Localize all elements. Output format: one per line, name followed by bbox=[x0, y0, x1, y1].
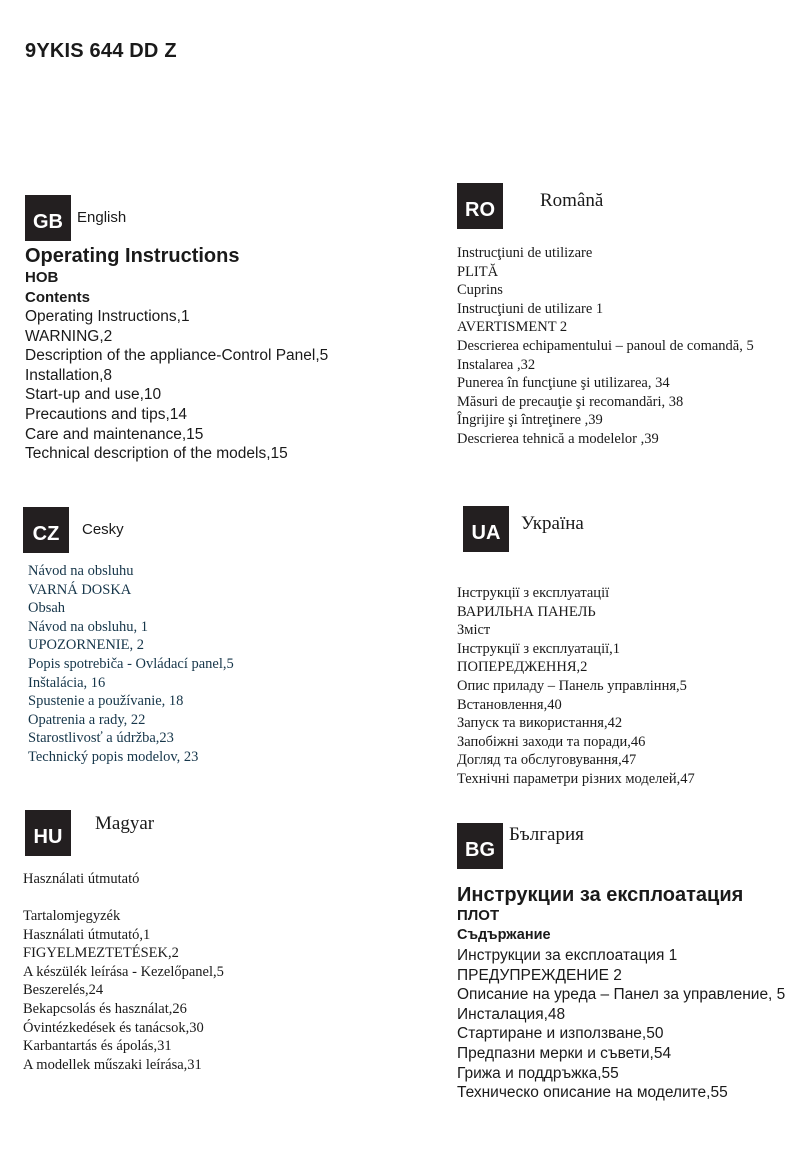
list-item: PLITĂ bbox=[457, 263, 499, 280]
list-item: Óvintézkedések és tanácsok,30 bbox=[23, 1019, 204, 1036]
cz-contents-list bbox=[28, 562, 234, 767]
list-item: Tartalomjegyzék bbox=[23, 908, 121, 924]
list-item: Instalarea ,32 bbox=[457, 356, 536, 373]
hu-contents-list bbox=[23, 907, 224, 1074]
list-item: Precautions and tips,14 bbox=[25, 405, 187, 423]
badge-gb: GB bbox=[25, 195, 71, 241]
list-item: A készülék leírása - Kezelőpanel,5 bbox=[23, 963, 224, 980]
list-item: Care and maintenance,15 bbox=[25, 425, 204, 443]
list-item: Technical description of the models,15 bbox=[25, 445, 288, 463]
bg-contents-label: Съдържание bbox=[457, 927, 551, 943]
list-item: Technický popis modelov, 23 bbox=[28, 748, 199, 765]
ro-contents-list bbox=[457, 244, 754, 449]
list-item: Description of the appliance-Control Panel,5 bbox=[25, 347, 329, 365]
list-item: Опис приладу – Панель управління,5 bbox=[457, 677, 687, 694]
list-item: Karbantartás és ápolás,31 bbox=[23, 1038, 172, 1055]
list-item: Встановлення,40 bbox=[457, 696, 562, 713]
model-title: 9YKIS 644 DD Z bbox=[25, 40, 177, 62]
list-item: Інструкції з експлуатації,1 bbox=[457, 640, 620, 657]
list-item: ПОПЕРЕДЖЕННЯ,2 bbox=[457, 659, 588, 676]
language-hu: Magyar bbox=[95, 813, 155, 834]
list-item: Opatrenia a rady, 22 bbox=[28, 711, 146, 728]
gb-contents-label: Contents bbox=[25, 289, 90, 306]
bg-subtitle: ПЛОТ bbox=[457, 907, 500, 924]
list-item: ВАРИЛЬНА ПАНЕЛЬ bbox=[457, 603, 596, 620]
language-ua: Україна bbox=[521, 513, 584, 534]
gb-title: Operating Instructions bbox=[25, 245, 240, 267]
list-item: Obsah bbox=[28, 600, 66, 617]
list-item: Технічні параметри різних моделей,47 bbox=[457, 770, 695, 787]
list-item: Техническо описание на моделите,55 bbox=[457, 1084, 728, 1102]
bg-title: Инструкции за експлоатация bbox=[457, 884, 744, 906]
list-item: Măsuri de precauţie şi recomandări, 38 bbox=[457, 393, 684, 410]
hu-title: Használati útmutató bbox=[23, 871, 140, 887]
list-item: Інструкції з експлуатації bbox=[457, 585, 610, 601]
list-item: Запобіжні заходи та поради,46 bbox=[457, 733, 646, 750]
gb-subtitle: HOB bbox=[25, 269, 59, 286]
list-item: VARNÁ DOSKA bbox=[28, 581, 132, 598]
list-item: Зміст bbox=[457, 622, 491, 639]
badge-bg: BG bbox=[457, 823, 503, 869]
list-item: Inštalácia, 16 bbox=[28, 674, 106, 691]
list-item: Догляд та обслуговування,47 bbox=[457, 752, 637, 769]
badge-hu: HU bbox=[25, 810, 71, 856]
language-bg: България bbox=[509, 824, 584, 845]
list-item: Használati útmutató,1 bbox=[23, 926, 151, 943]
language-ro: Română bbox=[540, 190, 604, 211]
list-item: Operating Instructions,1 bbox=[25, 308, 190, 325]
badge-ua: UA bbox=[463, 506, 509, 552]
list-item: Spustenie a používanie, 18 bbox=[28, 693, 184, 710]
list-item: Стартиране и използване,50 bbox=[457, 1025, 664, 1043]
list-item: Descrierea tehnică a modelelor ,39 bbox=[457, 430, 659, 447]
list-item: WARNING,2 bbox=[25, 327, 113, 345]
list-item: AVERTISMENT 2 bbox=[457, 319, 568, 336]
bg-contents-list bbox=[457, 946, 785, 1103]
list-item: Popis spotrebiča - Ovládací panel,5 bbox=[28, 655, 234, 672]
list-item: UPOZORNENIE, 2 bbox=[28, 637, 144, 654]
list-item: Запуск та використання,42 bbox=[457, 715, 623, 732]
list-item: Návod na obsluhu, 1 bbox=[28, 618, 149, 635]
badge-cz: CZ bbox=[23, 507, 69, 553]
list-item: Инсталация,48 bbox=[457, 1005, 566, 1023]
list-item: Beszerelés,24 bbox=[23, 982, 104, 999]
list-item: Návod na obsluhu bbox=[28, 563, 134, 579]
list-item: Описание на уреда – Панел за управление, 5 bbox=[457, 986, 786, 1004]
list-item: A modellek műszaki leírása,31 bbox=[23, 1056, 202, 1073]
list-item: Start-up and use,10 bbox=[25, 386, 162, 404]
list-item: Cuprins bbox=[457, 282, 503, 299]
list-item: Инструкции за експлоатация 1 bbox=[457, 947, 678, 964]
list-item: Descrierea echipamentului – panoul de comandă, 5 bbox=[457, 337, 754, 354]
language-gb: English bbox=[77, 209, 127, 226]
list-item: Bekapcsolás és használat,26 bbox=[23, 1000, 187, 1017]
list-item: Грижа и поддръжка,55 bbox=[457, 1064, 619, 1082]
list-item: FIGYELMEZTETÉSEK,2 bbox=[23, 945, 179, 962]
list-item: ПРЕДУПРЕЖДЕНИЕ 2 bbox=[457, 966, 622, 984]
list-item: Îngrijire şi întreţinere ,39 bbox=[457, 412, 603, 429]
language-cz: Cesky bbox=[82, 521, 124, 538]
ua-contents-list bbox=[457, 584, 695, 789]
list-item: Installation,8 bbox=[25, 366, 113, 384]
badge-ro: RO bbox=[457, 183, 503, 229]
list-item: Instrucţiuni de utilizare 1 bbox=[457, 300, 604, 317]
list-item: Предпазни мерки и съвети,54 bbox=[457, 1044, 672, 1062]
list-item: Punerea în funcţiune şi utilizarea, 34 bbox=[457, 375, 670, 392]
gb-contents-list bbox=[25, 307, 328, 464]
list-item: Instrucţiuni de utilizare bbox=[457, 245, 593, 261]
list-item: Starostlivosť a údržba,23 bbox=[28, 730, 174, 747]
